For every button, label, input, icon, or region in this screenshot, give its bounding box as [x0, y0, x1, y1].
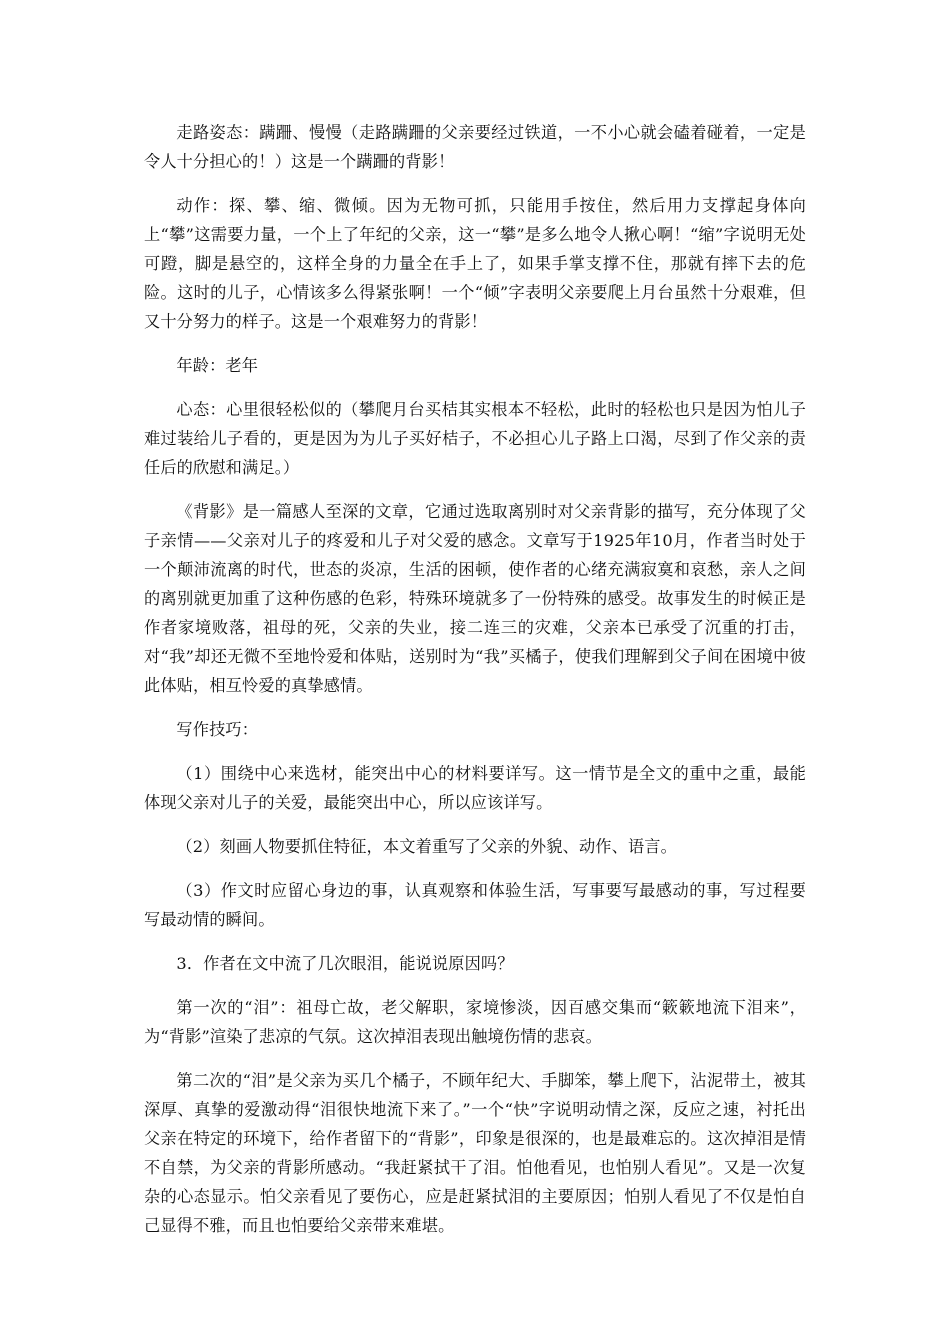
- paragraph-writing-skills-heading: 写作技巧：: [176, 720, 259, 739]
- paragraph-walking-posture: 走路姿态：蹒跚、慢慢（走路蹒跚的父亲要经过铁道，一不小心就会磕着碰着，一定是令人十分担心的！）这是一个蹒跚的背影！: [144, 123, 806, 171]
- document-body: [144, 118, 806, 1255]
- paragraph-age: 年龄：老年: [176, 356, 259, 375]
- paragraph-skill-3: （3）作文时应留心身边的事，认真观察和体验生活，写事要写最感动的事，写过程要写最动情的瞬间。: [144, 881, 806, 929]
- paragraph-second-tears: 第二次的“泪”是父亲为买几个橘子，不顾年纪大、手脚笨，攀上爬下，沾泥带土，被其深厚、真挚的爱激动得“泪很快地流下来了。”一个“快”字说明动情之深，反应之速，衬托出父亲在特定的环境下，给作者留下的“背影”，印象是很深的，也是最难忘的。这次掉泪是情不自禁，为父亲的背影所感动。“我赶紧拭干了泪。怕他看见，也怕别人看见”。又是一次复杂的心态显示。怕父亲看见了要伤心，应是赶紧拭泪的主要原因；怕别人看见了不仅是怕自己显得不雅，而且也怕要给父亲带来难堪。: [144, 1071, 806, 1235]
- paragraph-summary: 《背影》是一篇感人至深的文章，它通过选取离别时对父亲背影的描写，充分体现了父子亲情——父亲对儿子的疼爱和儿子对父爱的感念。文章写于1925年10月，作者当时处于一个颠沛流离的时代，世态的炎凉，生活的困顿，使作者的心绪充满寂寞和哀愁，亲人之间的离别就更加重了这种伤感的色彩，特殊环境就多了一份特殊的感受。故事发生的时候正是作者家境败落，祖母的死，父亲的失业，接二连三的灾难，父亲本已承受了沉重的打击，对“我”却还无微不至地怜爱和体贴，送别时为“我”买橘子，使我们理解到父子间在困境中彼此体贴，相互怜爱的真挚感情。: [144, 502, 806, 695]
- paragraph-skill-2: （2）刻画人物要抓住特征，本文着重写了父亲的外貌、动作、语言。: [176, 837, 677, 856]
- paragraph-skill-1: （1）围绕中心来选材，能突出中心的材料要详写。这一情节是全文的重中之重，最能体现父亲对儿子的关爱，最能突出中心，所以应该详写。: [144, 764, 806, 812]
- paragraph-actions: 动作：探、攀、缩、微倾。因为无物可抓，只能用手按住，然后用力支撑起身体向上“攀”这需要力量，一个上了年纪的父亲，这一“攀”是多么地令人揪心啊！“缩”字说明无处可蹬，脚是悬空的，这样全身的力量全在手上了，如果手掌支撑不住，那就有摔下去的危险。这时的儿子，心情该多么得紧张啊！一个“倾”字表明父亲要爬上月台虽然十分艰难，但又十分努力的样子。这是一个艰难努力的背影！: [144, 196, 806, 331]
- paragraph-question-3: 3．作者在文中流了几次眼泪，能说说原因吗？: [176, 954, 514, 973]
- paragraph-first-tears: 第一次的“泪”：祖母亡故，老父解职，家境惨淡，因百感交集而“簌簌地流下泪来”，为“背影”渲染了悲凉的气氛。这次掉泪表现出触境伤情的悲哀。: [144, 998, 806, 1046]
- paragraph-mindset: 心态：心里很轻松似的（攀爬月台买桔其实根本不轻松，此时的轻松也只是因为怕儿子难过装给儿子看的，更是因为为儿子买好桔子，不必担心儿子路上口渴，尽到了作父亲的责任后的欣慰和满足。）: [144, 400, 806, 477]
